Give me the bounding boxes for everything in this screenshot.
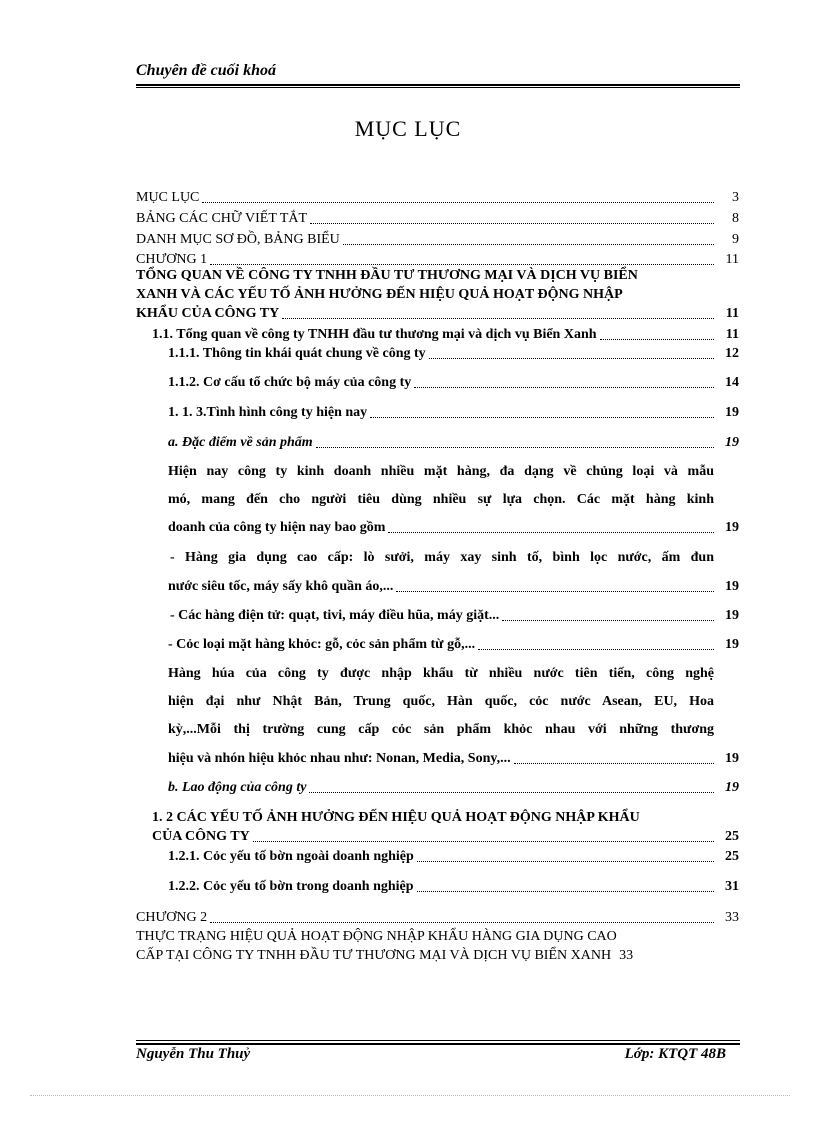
- toc-entry[interactable]: [136, 211, 739, 227]
- toc-entry-line[interactable]: TỔNG QUAN VỀ CÔNG TY TNHH ĐẦU TƯ THƯƠNG MẠI VÀ DỊCH VỤ BIỂN: [136, 268, 638, 283]
- toc-entry-text: - Cỏc loại mặt hàng khỏc: gỗ, cỏc sản phẩm từ gỗ,...: [168, 637, 476, 652]
- toc-entry-text: 1.1.2. Cơ cấu tổ chức bộ máy của công ty: [168, 375, 412, 390]
- toc-page-number: 25: [725, 829, 739, 844]
- dot-leader: [478, 649, 714, 650]
- toc-entry-text: CHƯƠNG 1: [136, 252, 208, 267]
- toc-entry-text: hiệu và nhón hiệu khỏc nhau như: Nonan, Media, Sony,...: [168, 751, 511, 766]
- toc-page-number: 19: [725, 780, 739, 795]
- footer-class: Lớp: KTQT 48B: [624, 1046, 726, 1062]
- toc-entry[interactable]: [168, 375, 739, 391]
- toc-page-number: 25: [725, 849, 739, 864]
- toc-entry[interactable]: [168, 637, 739, 653]
- toc-entry[interactable]: [136, 232, 739, 248]
- toc-page-number: 19: [725, 608, 739, 623]
- dot-leader: [514, 763, 714, 764]
- dot-leader: [429, 358, 714, 359]
- dot-leader: [600, 339, 714, 340]
- toc-page-number: 33: [725, 910, 739, 925]
- toc-entry[interactable]: [168, 346, 739, 362]
- toc-entry-text: KHẨU CỦA CÔNG TY: [136, 306, 280, 321]
- toc-page-number: 19: [725, 435, 739, 450]
- footer-rule: [136, 1043, 740, 1045]
- dot-leader: [210, 264, 714, 265]
- toc-entry[interactable]: [136, 252, 739, 268]
- toc-entry-text: 1.1. Tổng quan về công ty TNHH đầu tư thương mại và dịch vụ Biển Xanh: [152, 327, 597, 342]
- toc-entry[interactable]: [168, 520, 739, 536]
- toc-page-number: 8: [732, 211, 739, 226]
- toc-page-number: 19: [725, 405, 739, 420]
- toc-entry-text: 1. 1. 3.Tình hình công ty hiện nay: [168, 405, 368, 420]
- dot-leader: [414, 387, 714, 388]
- toc-page-number: 31: [725, 879, 739, 894]
- toc-entry[interactable]: [168, 579, 739, 595]
- footer-author: Nguyễn Thu Thuỷ: [136, 1046, 251, 1062]
- toc-page-number: 14: [725, 375, 739, 390]
- toc-entry-line[interactable]: Hiện nay công ty kinh doanh nhiều mặt hàng, đa dạng về chủng loại và mẫu: [168, 464, 714, 479]
- header-rule: [136, 84, 740, 86]
- dot-leader: [309, 792, 714, 793]
- toc-page-number: 19: [725, 751, 739, 766]
- toc-entry[interactable]: [168, 849, 739, 865]
- toc-page-number: 11: [725, 327, 739, 342]
- dot-leader: [370, 417, 714, 418]
- toc-page-number: 3: [732, 190, 739, 205]
- toc-entry-line[interactable]: - Hàng gia dụng cao cấp: lò sưởi, máy xay sinh tố, bình lọc nước, ấm đun: [170, 550, 714, 565]
- toc-entry[interactable]: [136, 948, 739, 964]
- toc-entry-line[interactable]: THỰC TRẠNG HIỆU QUẢ HOẠT ĐỘNG NHẬP KHẨU HÀNG GIA DỤNG CAO: [136, 929, 617, 944]
- toc-entry-text: BẢNG CÁC CHỮ VIẾT TẮT: [136, 211, 308, 226]
- toc-entry[interactable]: [168, 780, 739, 796]
- page-bottom-divider: [30, 1095, 790, 1096]
- toc-page-number: 11: [725, 306, 739, 321]
- toc-entry-text: 1.2.1. Cỏc yếu tố bờn ngoài doanh nghiệp: [168, 849, 414, 864]
- header-title: Chuyên đề cuối khoá: [136, 62, 277, 79]
- toc-entry-text: a. Đặc điểm về sản phẩm: [168, 435, 313, 450]
- toc-entry-text: 1.2.2. Cỏc yếu tố bờn trong doanh nghiệp: [168, 879, 414, 894]
- toc-page-number: 19: [725, 579, 739, 594]
- toc-page-number: 33: [619, 948, 634, 963]
- footer-rule-thin: [136, 1040, 740, 1041]
- toc-entry-text: CẤP TẠI CÔNG TY TNHH ĐẦU TƯ THƯƠNG MẠI VÀ DỊCH VỤ BIỂN XANH: [136, 948, 612, 963]
- toc-entry-text: doanh của công ty hiện nay bao gồm: [168, 520, 386, 535]
- toc-page-number: 12: [725, 346, 739, 361]
- toc-entry[interactable]: [136, 910, 739, 926]
- toc-entry[interactable]: [168, 405, 739, 421]
- toc-entry-line[interactable]: Hàng húa của công ty được nhập khẩu từ nhiều nước tiên tiến, công nghệ: [168, 666, 714, 681]
- dot-leader: [202, 202, 714, 203]
- dot-leader: [396, 591, 714, 592]
- dot-leader: [343, 244, 714, 245]
- dot-leader: [388, 532, 714, 533]
- toc-page-number: 19: [725, 637, 739, 652]
- dot-leader: [502, 620, 714, 621]
- toc-entry-line[interactable]: hiện đại như Nhật Bản, Trung quốc, Hàn quốc, cỏc nước Asean, EU, Hoa: [168, 694, 714, 709]
- toc-title: MỤC LỤC: [354, 116, 462, 141]
- toc-entry-line[interactable]: mó, mang đến cho người tiêu dùng nhiều sự lựa chọn. Các mặt hàng kinh: [168, 492, 714, 507]
- dot-leader: [210, 922, 714, 923]
- toc-entry-text: CỦA CÔNG TY: [152, 829, 250, 844]
- toc-entry-text: DANH MỤC SƠ ĐỒ, BẢNG BIỂU: [136, 232, 340, 247]
- toc-entry[interactable]: [170, 608, 739, 624]
- header-rule-thin: [136, 87, 740, 88]
- toc-entry-line[interactable]: kỳ,...Mỗi thị trường cung cấp cỏc sản phẩm khỏc nhau với những thương: [168, 722, 714, 737]
- toc-entry-line[interactable]: XANH VÀ CÁC YẾU TỐ ẢNH HƯỞNG ĐẾN HIỆU QUẢ HOẠT ĐỘNG NHẬP: [136, 287, 623, 302]
- dot-leader: [282, 318, 714, 319]
- toc-page-number: 19: [725, 520, 739, 535]
- toc-page-number: 9: [732, 232, 739, 247]
- dot-leader: [417, 891, 714, 892]
- toc-entry-text: b. Lao động của công ty: [168, 780, 307, 795]
- toc-entry-line[interactable]: 1. 2 CÁC YẾU TỐ ẢNH HƯỞNG ĐẾN HIỆU QUẢ HOẠT ĐỘNG NHẬP KHẨU: [152, 810, 640, 825]
- toc-entry-text: MỤC LỤC: [136, 190, 200, 205]
- toc-entry[interactable]: [136, 306, 739, 322]
- toc-entry[interactable]: [152, 829, 739, 845]
- toc-entry[interactable]: [152, 327, 739, 343]
- dot-leader: [316, 447, 714, 448]
- toc-entry-text: - Các hàng điện tử: quạt, tivi, máy điều hũa, máy giặt...: [170, 608, 500, 623]
- toc-page-number: 11: [725, 252, 739, 267]
- toc-entry[interactable]: [136, 190, 739, 206]
- dot-leader: [253, 841, 714, 842]
- toc-entry[interactable]: [168, 879, 739, 895]
- toc-entry-text: CHƯƠNG 2: [136, 910, 208, 925]
- toc-entry-text: nước siêu tốc, máy sấy khô quần áo,...: [168, 579, 394, 594]
- toc-entry-text: 1.1.1. Thông tin khái quát chung về công ty: [168, 346, 426, 361]
- dot-leader: [310, 223, 714, 224]
- dot-leader: [417, 861, 714, 862]
- toc-entry[interactable]: [168, 751, 739, 767]
- toc-entry[interactable]: [168, 435, 739, 451]
